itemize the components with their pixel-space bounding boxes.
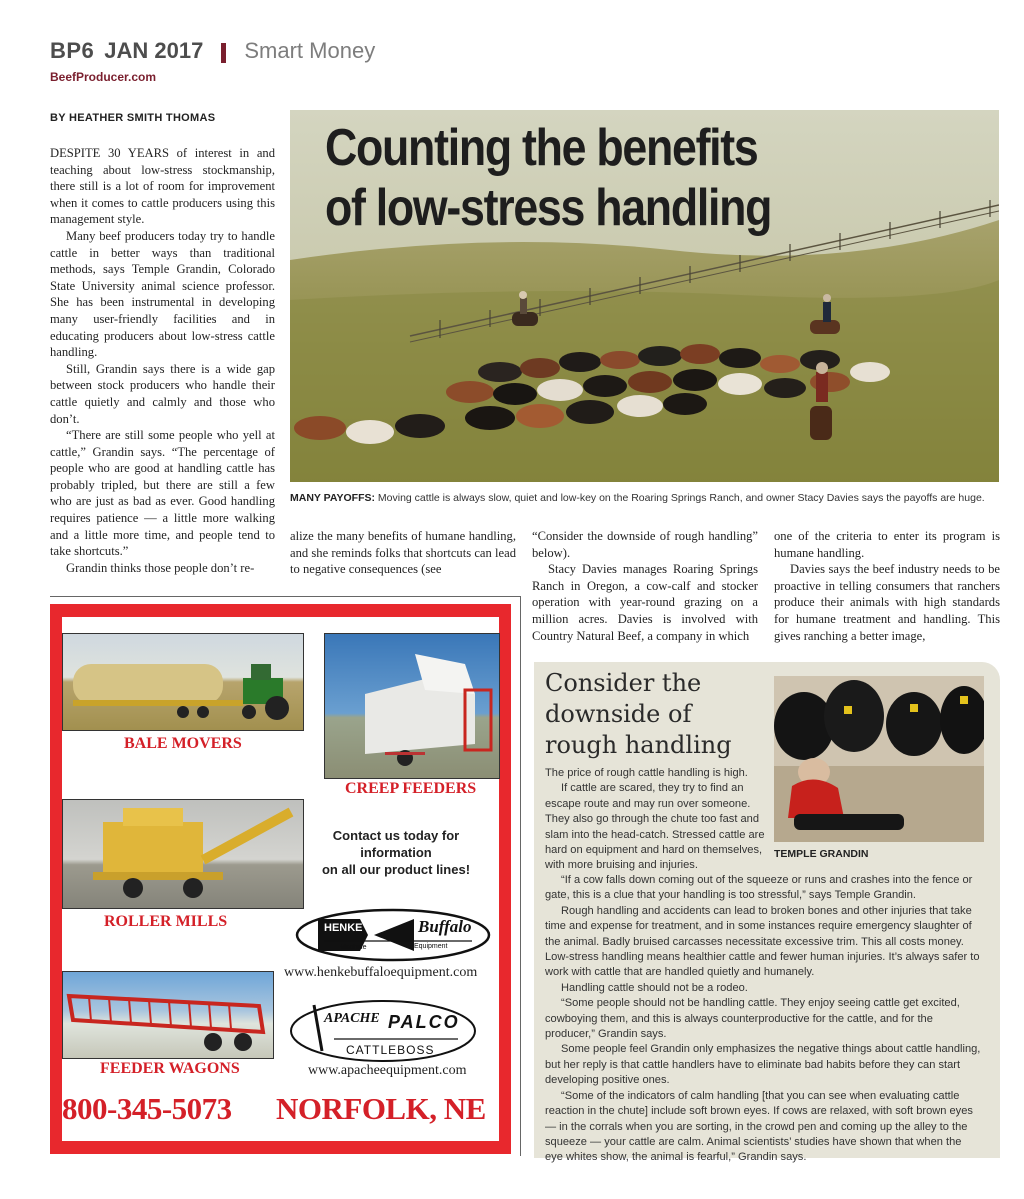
logo-equipment-text: Equipment	[414, 943, 448, 950]
paragraph: Still, Grandin says there is a wide gap between stock producers who handle their cattle quietly and calmly and those who don’t.	[50, 361, 275, 426]
paragraph: Grandin thinks those people don’t re-	[66, 560, 255, 575]
sidebar-intro	[545, 766, 767, 874]
ad-label-bale-movers: BALE MOVERS	[124, 735, 242, 752]
ad-label-feeder-wagons: FEEDER WAGONS	[100, 1060, 240, 1077]
sidebar-paragraph: Rough handling and accidents can lead to broken bones and other injuries that take time and expense for treatment, and in some instances require emergency slaughter of the animal. Badly bruised carcasses necessitate excessive trim. This all costs money. Low-stress handling means healthier cattle and fewer human injuries. It’s always safer to work with cattle that are handled quietly and humanely.	[545, 904, 980, 979]
ad-label-roller-mills: ROLLER MILLS	[104, 913, 228, 930]
logo-henke-text: HENKE	[324, 922, 363, 934]
page-header	[50, 38, 375, 68]
logo-apache-text: APACHE	[324, 1011, 380, 1026]
issue-date: JAN 2017	[104, 38, 204, 63]
article-column-1	[50, 145, 275, 576]
title-line-1: Counting the benefits	[325, 119, 758, 177]
feeder-wagon-photo	[62, 971, 274, 1059]
bale-mover-illustration	[63, 634, 303, 730]
bale-mover-photo	[62, 633, 304, 731]
ad-url-henke[interactable]: www.henkebuffaloequipment.com	[284, 965, 478, 980]
temple-grandin-illustration	[774, 676, 984, 842]
contact-line-2: on all our product lines!	[321, 862, 471, 877]
page-number: BP6	[50, 38, 95, 63]
ad-label-creep-feeders: CREEP FEEDERS	[345, 780, 477, 797]
sidebar-photo-temple-grandin	[774, 676, 984, 842]
ad-city: NORFOLK, NE	[276, 1091, 486, 1126]
henke-buffalo-logo	[294, 907, 492, 963]
advertisement	[62, 617, 499, 1141]
creep-feeder-illustration	[325, 634, 499, 778]
sidebar-paragraph: Some people feel Grandin only emphasizes the negative things about cattle handling, but her reply is that cattle handlers have to eliminate bad habits before they can start developing positive ones.	[545, 1043, 981, 1087]
sidebar-paragraph: “Some of the indicators of calm handling [that you can see when evaluating cattle reaction in the chute] include soft brown eyes. If cows are relaxed, with soft brown eyes — in the corrals when you are sorting, in the crowd pen and coming up the alley to the squeeze — your cattle are calm. Animal scientists’ studies have shown that when the eye whites show, the animal is fearful,” Grandin says.	[545, 1089, 973, 1164]
paragraph: “There are still some people who yell at cattle,” Grandin says. “The percentage of people who are good at handling cattle has probably tripled, but there are still a few who are just as bad as ever. Good handling requires patience — a little more walking and a little more time, and people tend to take shortcuts.”	[50, 428, 275, 559]
divider-line	[520, 596, 521, 1156]
title-line-2: of low-stress handling	[325, 179, 772, 237]
sidebar-body	[545, 873, 982, 1166]
article-column-3	[532, 528, 758, 644]
sidebar-paragraph: If cattle are scared, they try to find an escape route and may run over someone. They also go through the chute too fast and slam into the head-catch. Stressed cattle are hard on equipment and hard on themselves, with more bruising and injuries.	[545, 782, 765, 872]
contact-line-1: Contact us today for information	[332, 828, 460, 860]
logo-palco-text: PALCO	[388, 1012, 460, 1032]
roller-mill-photo	[62, 799, 304, 909]
sidebar-paragraph: The price of rough cattle handling is high.	[545, 767, 748, 779]
roller-mill-illustration	[63, 800, 303, 908]
photo-caption	[290, 492, 999, 504]
paragraph: Many beef producers today try to handle cattle in better ways than traditional methods, says Temple Grandin, Colorado State University animal science professor. She has been instrumental in developing many user-friendly facilities and in educating producers about low-stress cattle handling.	[50, 228, 275, 360]
sidebar-paragraph: “If a cow falls down coming out of the squeeze or runs and crashes into the fence or gate, this is a clue that your handling is too stressful,” says Temple Grandin.	[545, 874, 973, 902]
feeder-wagon-illustration	[63, 972, 273, 1058]
logo-cattleboss-text: CATTLEBOSS	[346, 1043, 435, 1057]
site-url: BeefProducer.com	[50, 70, 157, 84]
paragraph: Stacy Davies manages Roaring Springs Ranch in Oregon, a cow-calf and stocker operation with year-round grazing on a million acres. Davies is involved with Country Natural Beef, a company in which	[532, 562, 758, 643]
header-divider	[221, 43, 226, 63]
logo-machine-text: Machine	[340, 944, 367, 951]
ad-phone: 800-345-5073	[62, 1091, 232, 1126]
sidebar-paragraph: “Some people should not be handling cattle. They enjoy seeing cattle get excited, cowboying them, and this is always counterproductive for the cattle, and for the producer,” Grandin says.	[545, 997, 960, 1041]
apache-palco-logo	[288, 999, 478, 1063]
paragraph: one of the criteria to enter its program is humane handling.	[774, 529, 1000, 560]
paragraph: “Consider the downside of rough handling” below).	[532, 529, 758, 560]
ad-contact-text	[296, 827, 496, 878]
logo-buffalo-text: Buffalo	[418, 917, 472, 936]
creep-feeder-photo	[324, 633, 500, 779]
sidebar-title: Consider the downside of rough handling	[545, 669, 732, 759]
divider-line	[50, 596, 520, 597]
paragraph: DESPITE 30 YEARS of interest in and teaching about low-stress stockmanship, there still is a lot of room for improvement when it comes to cattle producers using this management style.	[50, 146, 275, 227]
caption-lead: MANY PAYOFFS:	[290, 492, 375, 504]
byline: BY HEATHER SMITH THOMAS	[50, 112, 216, 124]
caption-text: Moving cattle is always slow, quiet and low-key on the Roaring Springs Ranch, and owner Stacy Davies says the payoffs are huge.	[377, 492, 985, 504]
article-column-4	[774, 528, 1000, 644]
section-name: Smart Money	[244, 38, 376, 63]
sidebar-photo-credit: TEMPLE GRANDIN	[774, 848, 869, 860]
sidebar-paragraph: Handling cattle should not be a rodeo.	[561, 981, 748, 994]
article-column-2	[290, 528, 516, 578]
paragraph: Davies says the beef industry needs to be proactive in telling consumers that ranchers produce their animals with high standards for humane treatment and handling. This gives ranching a better image,	[774, 562, 1000, 643]
ad-url-apache[interactable]: www.apacheequipment.com	[308, 1063, 467, 1078]
paragraph: alize the many benefits of humane handling, and she reminds folks that shortcuts can lead to negative consequences (see	[290, 529, 516, 577]
article-title	[325, 118, 771, 238]
